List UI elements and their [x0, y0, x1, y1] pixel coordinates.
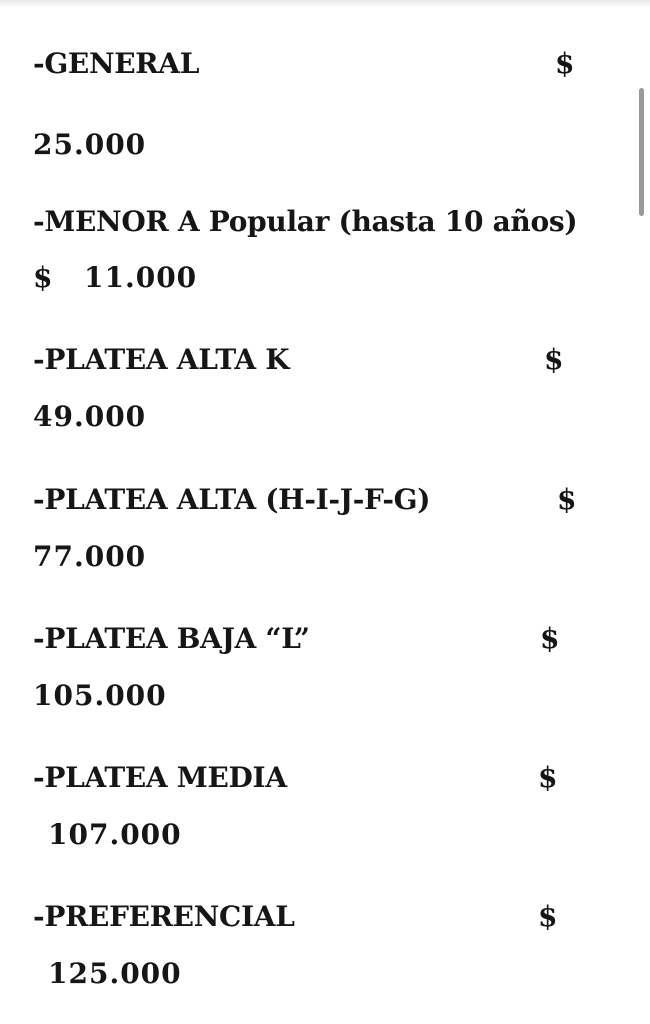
item-price: 105.000	[33, 679, 167, 712]
currency-symbol: $	[557, 483, 577, 516]
item-price: 107.000	[48, 818, 182, 851]
item-price: 11.000	[84, 261, 198, 294]
top-bar-shadow	[0, 0, 650, 8]
item-price: 25.000	[33, 128, 147, 161]
item-label: -PREFERENCIAL	[33, 900, 295, 933]
scrollbar-thumb[interactable]	[639, 88, 644, 216]
item-label: -MENOR A Popular (hasta 10 años)	[33, 205, 578, 238]
item-price: 77.000	[33, 540, 147, 573]
currency-symbol: $	[544, 343, 564, 376]
item-price: 49.000	[33, 400, 147, 433]
currency-symbol: $	[555, 47, 575, 80]
item-label: -GENERAL	[33, 47, 200, 80]
currency-symbol: $	[538, 900, 558, 933]
item-label: -PLATEA ALTA (H-I-J-F-G)	[33, 483, 431, 516]
currency-symbol: $	[33, 261, 53, 294]
item-price: 125.000	[48, 957, 182, 990]
currency-symbol: $	[540, 622, 560, 655]
item-label: -PLATEA MEDIA	[33, 761, 287, 794]
item-label: -PLATEA ALTA K	[33, 343, 290, 376]
item-label: -PLATEA BAJA “L”	[33, 622, 310, 655]
currency-symbol: $	[538, 761, 558, 794]
